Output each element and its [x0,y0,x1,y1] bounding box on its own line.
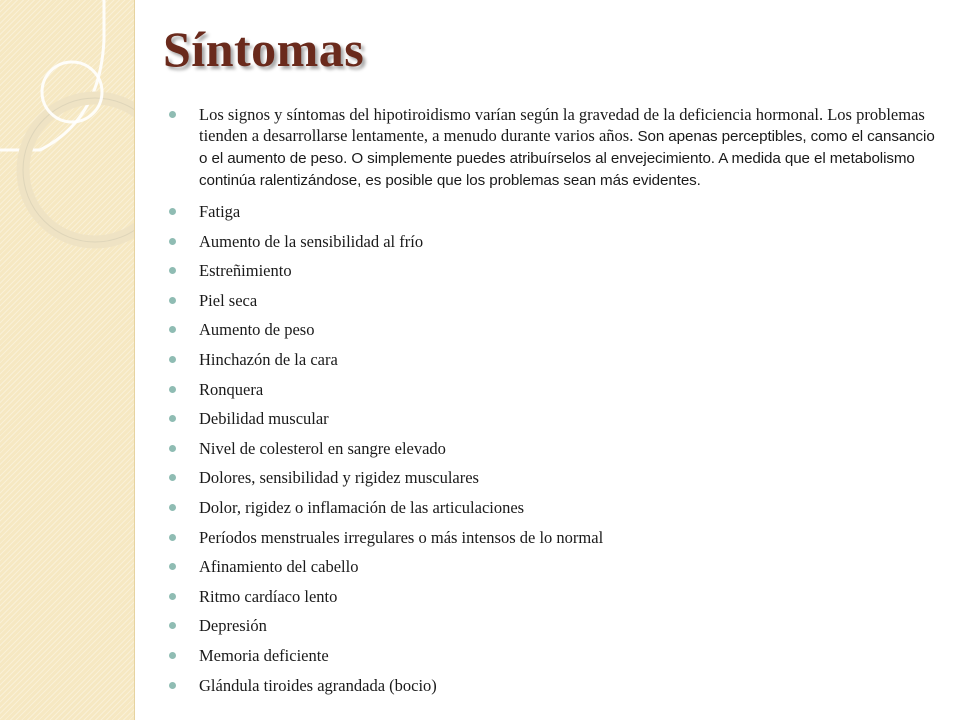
symptom-text: Aumento de peso [199,320,315,340]
symptom-item [160,527,940,548]
symptom-text: Dolores, sensibilidad y rigidez musculares [199,468,479,488]
symptom-text: Hinchazón de la cara [199,349,338,369]
symptom-item [160,645,940,666]
decorative-rings-icon [0,0,134,720]
symptom-item [160,379,940,400]
symptom-item [160,586,940,607]
symptom-text: Dolor, rigidez o inflamación de las articulaciones [199,497,525,517]
bullet-icon [169,474,176,481]
intro-sans-text: Son apenas perceptibles, como el cansancio o el aumento de peso. O simplemente puedes atribuírselos al envejecimiento. A medida que el metabolismo continúa ralentizándose, es posible que los problemas sean más evidentes. [199,128,935,189]
symptom-text: Aumento de la sensibilidad al frío [199,231,424,251]
slide-content [160,104,940,704]
symptom-item [160,319,940,340]
symptom-item [160,438,940,459]
symptom-text: Glándula tiroides agrandada (bocio) [199,675,437,695]
bullet-icon [169,534,176,541]
bullet-icon [169,415,176,422]
bullet-icon [169,297,176,304]
bullet-icon [169,593,176,600]
symptom-item [160,260,940,281]
symptom-item [160,290,940,311]
symptom-text: Períodos menstruales irregulares o más intensos de lo normal [199,527,604,547]
bullet-icon [169,682,176,689]
symptom-item [160,408,940,429]
symptom-text: Afinamiento del cabello [199,557,359,577]
symptom-item [160,556,940,577]
symptom-text: Memoria deficiente [199,645,329,665]
bullet-icon [169,111,176,118]
bullet-icon [169,326,176,333]
symptom-item [160,201,940,222]
symptom-item [160,467,940,488]
symptom-text: Debilidad muscular [199,409,329,429]
bullet-icon [169,386,176,393]
symptom-item [160,497,940,518]
symptom-item [160,349,940,370]
bullet-icon [169,445,176,452]
bullet-icon [169,622,176,629]
bullet-icon [169,267,176,274]
symptom-text: Ritmo cardíaco lento [199,586,338,606]
symptom-item [160,231,940,252]
symptom-text: Piel seca [199,290,258,310]
bullet-icon [169,238,176,245]
symptom-text: Ronquera [199,379,264,399]
symptom-text: Estreñimiento [199,261,292,281]
bullet-icon [169,504,176,511]
slide-title: Síntomas [163,21,365,77]
intro-paragraph [160,104,939,191]
symptom-text: Fatiga [199,202,241,221]
intro-serif-text: Los signos y síntomas del hipotiroidismo varían según la gravedad de la deficiencia hormonal. Los problemas tienden a desarrollarse lentamente, a menudo durante varios años. [199,105,925,145]
symptom-item [160,615,940,636]
bullet-icon [169,208,176,215]
symptom-text: Depresión [199,616,267,636]
symptom-item [160,675,940,696]
bullet-icon [169,563,176,570]
bullet-icon [169,356,176,363]
bullet-icon [169,652,176,659]
symptom-list [160,104,940,696]
symptom-text: Nivel de colesterol en sangre elevado [199,438,446,458]
